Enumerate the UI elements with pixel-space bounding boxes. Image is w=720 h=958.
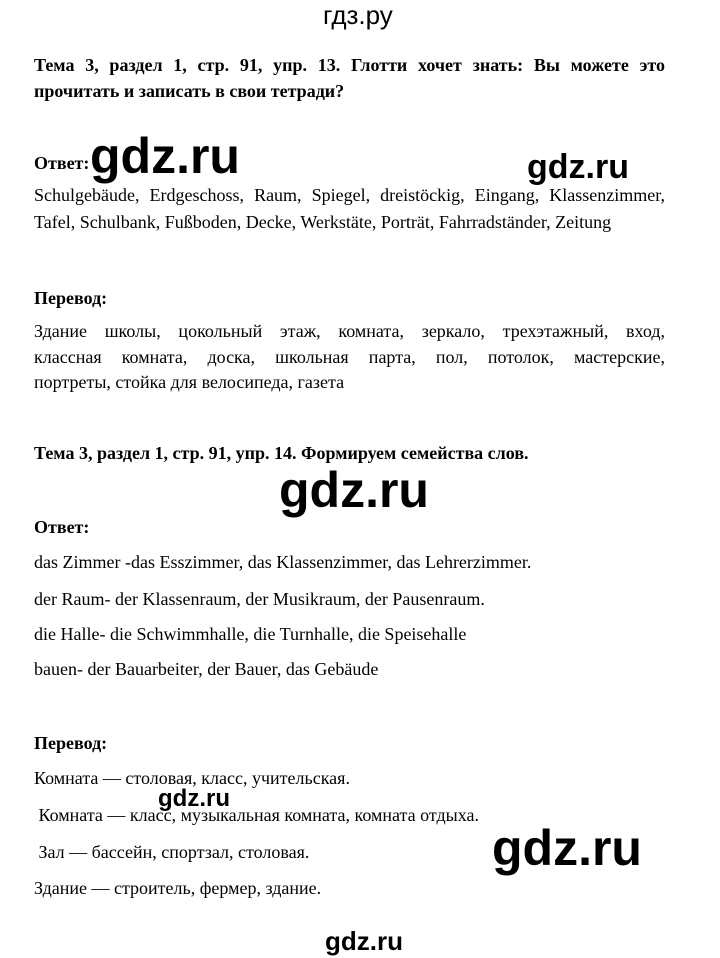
- task14-answer-line: der Raum- der Klassenraum, der Musikraum, der Pausenraum.: [34, 589, 485, 609]
- watermark-large: gdz.ru: [492, 820, 642, 876]
- task14-translation-line: Зал — бассейн, спортзал, столовая.: [34, 842, 310, 862]
- task14-answer-line: die Halle- die Schwimmhalle, die Turnhalle, die Speisehalle: [34, 624, 467, 644]
- task14-translation-line: Здание — строитель, фермер, здание.: [34, 878, 322, 898]
- task13-answer-label: Ответ:: [34, 153, 90, 173]
- task13-translation-label: Перевод:: [34, 288, 108, 308]
- task14-heading: Тема 3, раздел 1, стр. 91, упр. 14. Формируем семейства слов.: [34, 443, 529, 463]
- watermark-small: gdz.ru: [158, 785, 230, 812]
- task14-answer-line: bauen- der Bauarbeiter, der Bauer, das Gebäude: [34, 659, 379, 679]
- task13-heading-line2: прочитать и записать в свои тетради?: [34, 81, 345, 101]
- task14-translation-line: Комната — класс, музыкальная комната, комната отдыха.: [34, 805, 480, 825]
- task14-translation-label: Перевод:: [34, 733, 108, 753]
- watermark-large: gdz.ru: [90, 128, 240, 184]
- task13-translation-line3: портреты, стойка для велосипеда, газета: [34, 372, 345, 392]
- task14-answer-line: das Zimmer -das Esszimmer, das Klassenzimmer, das Lehrerzimmer.: [34, 552, 532, 572]
- task13-answer-line1: Schulgebäude, Erdgeschoss, Raum, Spiegel, dreistöckig, Eingang, Klassenzimmer,: [34, 185, 665, 205]
- task14-translation-line: Комната — столовая, класс, учительская.: [34, 768, 350, 788]
- task13-translation-line1: Здание школы, цокольный этаж, комната, зеркало, трехэтажный, вход,: [34, 321, 665, 341]
- watermark-large: gdz.ru: [279, 462, 429, 518]
- task13-answer-line2: Tafel, Schulbank, Fußboden, Decke, Werkstäte, Porträt, Fahrradständer, Zeitung: [34, 212, 612, 232]
- watermark-top: гдз.ру: [323, 0, 393, 30]
- watermark-medium: gdz.ru: [527, 148, 629, 186]
- task13-translation-line2: классная комната, доска, школьная парта, пол, потолок, мастерские,: [34, 347, 665, 367]
- task14-answer-label: Ответ:: [34, 517, 90, 537]
- task13-heading-line1: Тема 3, раздел 1, стр. 91, упр. 13. Глотти хочет знать: Вы можете это: [34, 55, 665, 75]
- watermark-bottom: gdz.ru: [325, 926, 403, 956]
